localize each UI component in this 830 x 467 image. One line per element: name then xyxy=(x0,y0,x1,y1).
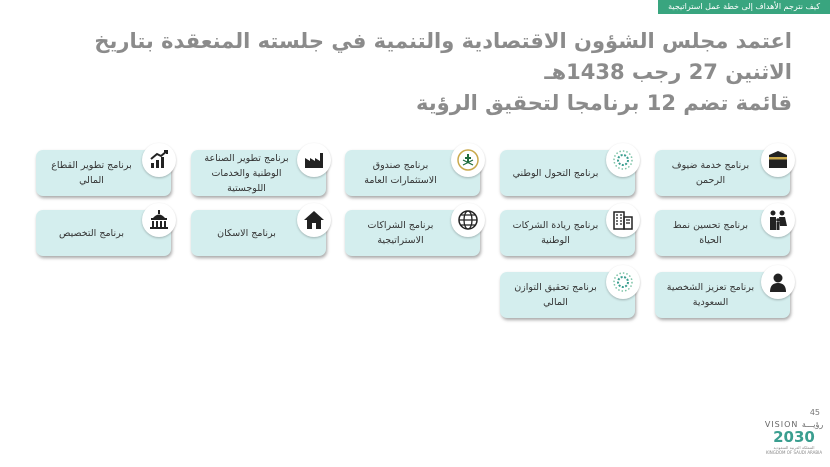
government-building-icon xyxy=(142,203,176,237)
program-card-fiscal-balance[interactable] xyxy=(500,272,635,318)
program-card-housing[interactable] xyxy=(191,210,326,256)
globe-icon xyxy=(451,203,485,237)
buildings-icon xyxy=(606,203,640,237)
section-tag: كيف نترجم الأهداف إلى خطة عمل استراتيجية xyxy=(658,0,830,14)
program-card-quality-of-life[interactable] xyxy=(655,210,790,256)
program-label: برنامج صندوق الاستثمارات العامة xyxy=(364,160,437,186)
person-icon xyxy=(761,265,795,299)
program-label: برنامج الاسكان xyxy=(217,227,276,239)
vision-emblem-icon xyxy=(606,143,640,177)
program-label: برنامج خدمة ضيوف الرحمن xyxy=(671,160,750,186)
factory-icon xyxy=(297,143,331,177)
logo-year-a: 20 xyxy=(773,428,794,446)
family-icon xyxy=(761,203,795,237)
program-label: برنامج تحقيق التوازن المالي xyxy=(514,282,597,308)
program-card-hajj[interactable] xyxy=(655,150,790,196)
program-card-national-transformation[interactable] xyxy=(500,150,635,196)
house-icon xyxy=(297,203,331,237)
kaaba-icon xyxy=(761,143,795,177)
program-label: برنامج تطوير الصناعة الوطنية والخدمات اللوجستية xyxy=(204,152,289,194)
vision-emblem-icon xyxy=(606,265,640,299)
page-title xyxy=(32,26,792,119)
program-label: برنامج ريادة الشركات الوطنية xyxy=(512,220,599,246)
program-card-industry[interactable] xyxy=(191,150,326,196)
program-card-strategic-partnerships[interactable] xyxy=(345,210,480,256)
growth-chart-icon xyxy=(142,143,176,177)
logo-kingdom-text: المملكة العربية السعودية KINGDOM OF SAUDI ARABIA xyxy=(765,445,823,455)
logo-year xyxy=(764,429,824,445)
program-label: برنامج التحول الوطني xyxy=(512,167,599,179)
logo-vision-text: VISION رؤيـــة xyxy=(764,420,824,429)
program-label: برنامج تعزيز الشخصية السعودية xyxy=(666,282,755,308)
program-label: برنامج الشراكات الاستراتيجية xyxy=(367,220,434,246)
program-card-pif[interactable] xyxy=(345,150,480,196)
program-card-financial-sector[interactable] xyxy=(36,150,171,196)
program-label: برنامج التخصيص xyxy=(59,227,124,239)
program-label: برنامج تطوير القطاع المالي xyxy=(51,160,132,186)
program-card-national-champions[interactable] xyxy=(500,210,635,256)
logo-year-b: 30 xyxy=(794,428,815,446)
page-number: 45 xyxy=(809,408,820,417)
title-line-1: اعتمد مجلس الشؤون الاقتصادية والتنمية في جلسته المنعقدة بتاريخ الاثنين 27 رجب 1438هـ xyxy=(94,29,792,84)
vision-2030-logo xyxy=(764,420,824,455)
program-card-privatization[interactable] xyxy=(36,210,171,256)
program-label: برنامج تحسين نمط الحياة xyxy=(672,220,749,246)
program-card-national-character[interactable] xyxy=(655,272,790,318)
title-line-2: قائمة تضم 12 برنامجا لتحقيق الرؤية xyxy=(416,91,792,115)
saudi-emblem-icon xyxy=(451,143,485,177)
